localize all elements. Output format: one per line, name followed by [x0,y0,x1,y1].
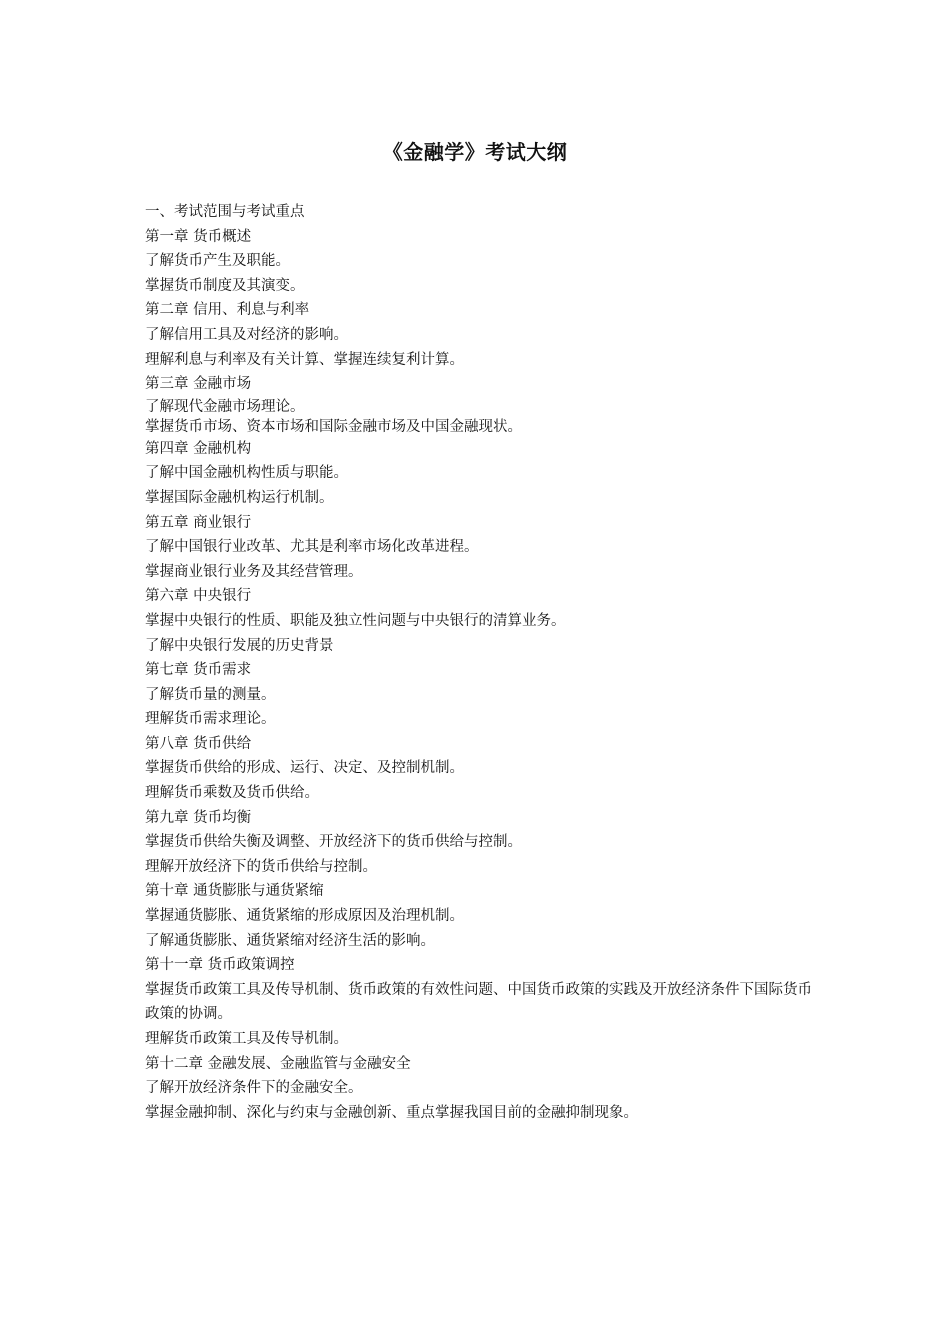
chapter-item: 了解货币量的测量。 [145,686,276,703]
chapter-heading: 第十二章 金融发展、金融监管与金融安全 [145,1055,411,1072]
chapter-item: 了解信用工具及对经济的影响。 [145,326,348,343]
chapter-item: 掌握中央银行的性质、职能及独立性问题与中央银行的清算业务。 [145,612,566,629]
chapter-item: 理解货币需求理论。 [145,711,276,728]
chapter-heading: 第九章 货币均衡 [145,809,252,826]
chapter-item: 了解中国银行业改革、尤其是利率市场化改革进程。 [145,539,479,556]
chapter-heading: 第四章 金融机构 [145,440,252,457]
chapter-heading: 第二章 信用、利息与利率 [145,302,310,319]
document-title: 《金融学》考试大纲 [382,140,568,164]
document-body [145,200,815,1125]
chapter-item: 理解利息与利率及有关计算、掌握连续复利计算。 [145,351,464,368]
chapter-heading: 第六章 中央银行 [145,588,252,605]
section-heading: 一、考试范围与考试重点 [145,204,305,220]
chapter-item: 掌握货币供给的形成、运行、决定、及控制机制。 [145,760,464,777]
chapter-item: 了解货币产生及职能。 [145,253,290,270]
chapter-heading: 第八章 货币供给 [145,735,252,752]
chapter-item: 掌握金融抑制、深化与约束与金融创新、重点掌握我国目前的金融抑制现象。 [145,1104,638,1121]
chapter-item: 掌握货币制度及其演变。 [145,277,305,294]
chapter-heading: 第三章 金融市场 [145,376,252,393]
chapter-heading: 第一章 货币概述 [145,228,252,245]
chapter-heading: 第十章 通货膨胀与通货紧缩 [145,883,324,900]
chapter-item: 了解通货膨胀、通货紧缩对经济生活的影响。 [145,932,435,949]
chapter-item: 理解开放经济下的货币供给与控制。 [145,858,377,875]
chapter-heading: 第五章 商业银行 [145,514,252,531]
chapter-item: 掌握商业银行业务及其经营管理。 [145,563,363,580]
chapter-item: 掌握国际金融机构运行机制。 [145,489,334,506]
chapter-item: 理解货币乘数及货币供给。 [145,785,319,802]
chapter-item: 了解中央银行发展的历史背景 [145,637,334,654]
chapter-heading: 第十一章 货币政策调控 [145,957,295,974]
chapter-item: 掌握通货膨胀、通货紧缩的形成原因及治理机制。 [145,908,464,925]
chapter-item: 掌握货币供给失衡及调整、开放经济下的货币供给与控制。 [145,834,522,851]
chapter-item: 了解现代金融市场理论。 [145,398,305,415]
chapter-item: 了解中国金融机构性质与职能。 [145,465,348,482]
chapter-item: 掌握货币市场、资本市场和国际金融市场及中国金融现状。 [145,418,522,435]
chapter-item: 掌握货币政策工具及传导机制、货币政策的有效性问题、中国货币政策的实践及开放经济条件下国际货币政策的协调。 [145,981,812,1023]
chapter-item: 了解开放经济条件下的金融安全。 [145,1080,363,1097]
chapter-heading: 第七章 货币需求 [145,662,252,679]
chapter-item: 理解货币政策工具及传导机制。 [145,1031,348,1047]
